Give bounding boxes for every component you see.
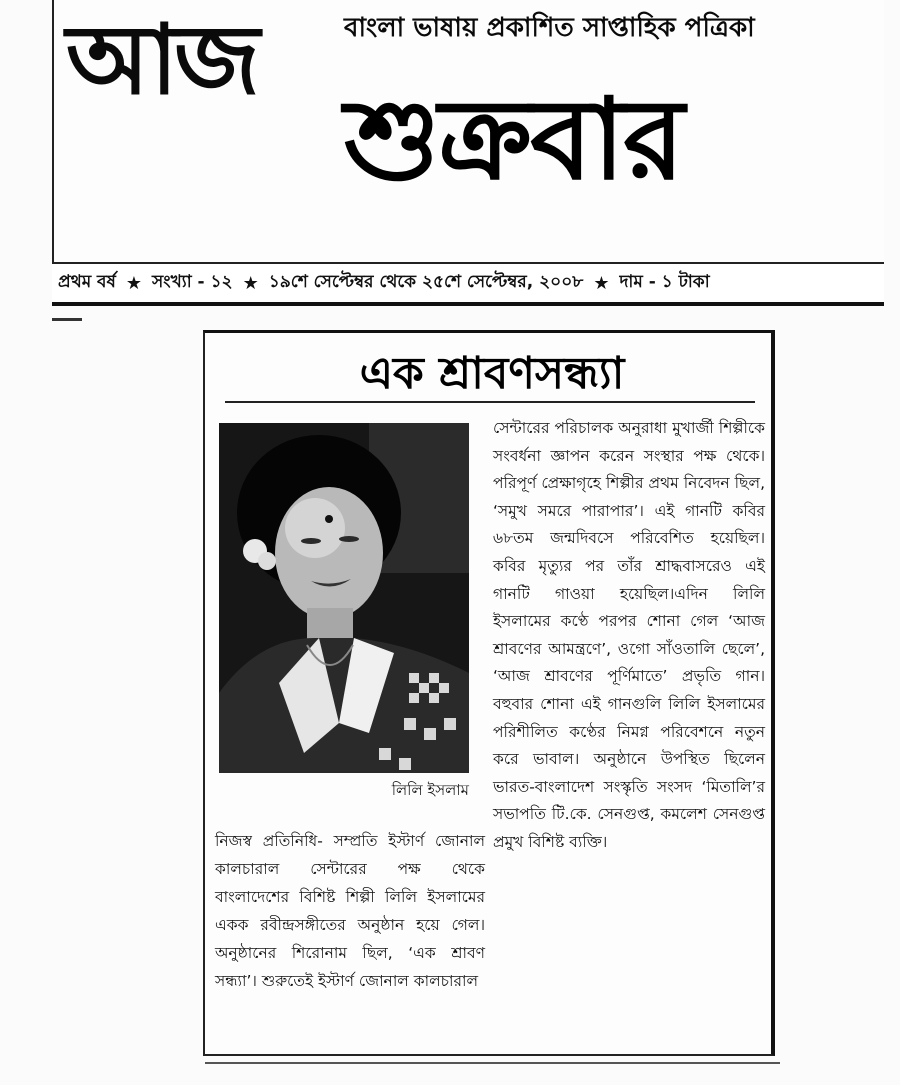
article-box — [203, 330, 775, 1056]
divider — [52, 318, 82, 321]
article-column-left — [215, 827, 485, 995]
title-divider — [225, 401, 755, 403]
star-icon: ★ — [125, 272, 143, 294]
issue-year: প্রথম বর্ষ — [58, 272, 116, 292]
masthead — [52, 0, 884, 262]
issue-info-bar — [52, 262, 884, 306]
issue-number: সংখ্যা - ১২ — [152, 272, 233, 292]
masthead-title-sukrabar: শুক্রবার — [344, 75, 683, 205]
portrait-photo — [219, 423, 469, 773]
star-icon: ★ — [593, 272, 610, 294]
photo-caption: লিলি ইসলাম — [391, 781, 469, 799]
masthead-tagline: বাংলা ভাষায় প্রকাশিত সাপ্তাহিক পত্রিকা — [344, 13, 755, 43]
article-title: এক শ্রাবণসন্ধ্যা — [359, 348, 625, 399]
article-paragraph: নিজস্ব প্রতিনিধি- সম্প্রতি ইস্টার্ণ জোনাল কালচারাল সেন্টারের পক্ষ থেকে বাংলাদেশের বিশিষ্ট শিল্পী লিলি ইসলামের একক রবীন্দ্রসঙ্গীতের অনুষ্ঠান হয়ে গেল। অনুষ্ঠানের শিরোনাম ছিল, ‘এক শ্রাবণ সন্ধ্যা’। শুরুতেই ইস্টার্ণ জোনাল কালচারাল — [215, 832, 485, 990]
portrait-image — [219, 423, 469, 773]
star-icon: ★ — [242, 272, 259, 294]
masthead-title-aj: আজ — [66, 4, 256, 116]
article-paragraph: সেন্টারের পরিচালক অনুরাধা মুখার্জী শিল্পীকে সংবর্ধনা জ্ঞাপন করেন সংস্থার পক্ষ থেকে। পরিপূর্ণ প্রেক্ষাগৃহে শিল্পীর প্রথম নিবেদন ছিল, ‘সমুখ সমরে পারাপার’। এই গানটি কবির ৬৮তম জন্মদিবসে পরিবেশিত হয়েছিল। কবির মৃত্যুর পর তাঁর শ্রাদ্ধবাসরেও এই গানটি গাওয়া হয়েছিল।এদিন লিলি ইসলামের কণ্ঠে পরপর শোনা গেল ‘আজ শ্রাবণের আমন্ত্রণে’, ওগো সাঁওতালি ছেলে’, ‘আজ শ্রাবণের পূর্ণিমাতে’ প্রভৃতি গান। বহুবার শোনা এই গানগুলি লিলি ইসলামের পরিশীলিত কণ্ঠের নিমগ্ন পরিবেশনে নতুন করে ভাবাল। অনুষ্ঠানে উপস্থিত ছিলেন ভারত-বাংলাদেশ সংস্কৃতি সংসদ ‘মিতালি’র সভাপতি টি.কে. সেনগুপ্ত, কমলেশ সেনগুপ্ত প্রমুখ বিশিষ্ট ব্যক্তি। — [493, 419, 765, 851]
issue-price: দাম - ১ টাকা — [619, 272, 710, 292]
divider — [205, 1062, 780, 1064]
article-column-right — [493, 415, 765, 857]
issue-dates: ১৯শে সেপ্টেম্বর থেকে ২৫শে সেপ্টেম্বর, ২০০৮ — [268, 272, 584, 292]
